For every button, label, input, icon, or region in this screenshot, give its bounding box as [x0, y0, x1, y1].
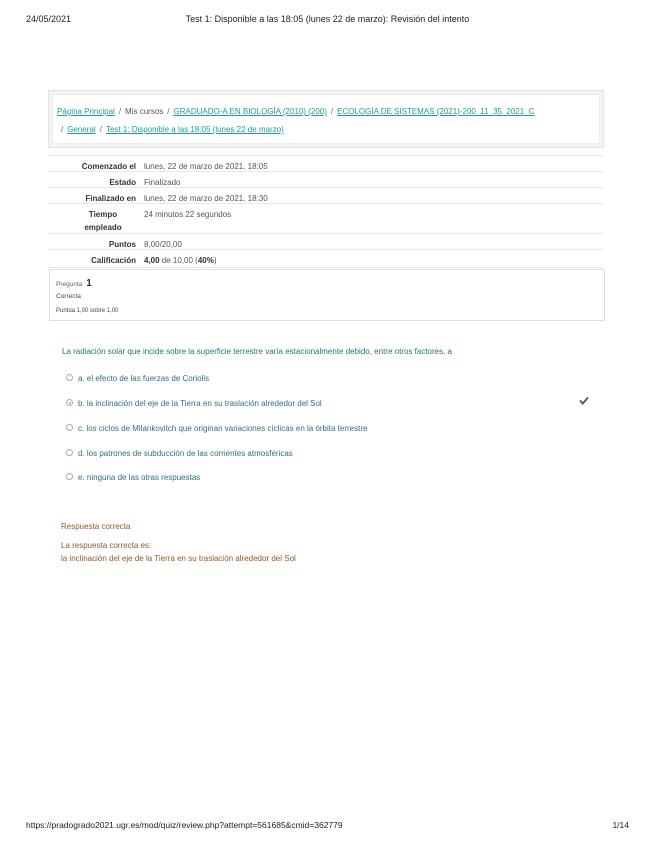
answer-label: e. ninguna de las otras respuestas	[78, 473, 201, 482]
radio-button-selected[interactable]	[66, 399, 73, 406]
print-url: https://pradogrado2021.ugr.es/mod/quiz/review.php?attempt=561685&cmid=362779	[26, 820, 343, 830]
answer-label: c. los ciclos de Milankovitch que originan variaciones cíclicas en la órbita terrestre	[78, 424, 368, 433]
feedback-right-answer: la inclinación del eje de la Tierra en su traslación alrededor del Sol	[61, 554, 296, 563]
summary-label: Puntos	[108, 240, 136, 249]
grade-score: 4,00	[144, 256, 160, 265]
breadcrumb-separator: /	[99, 125, 102, 134]
summary-value	[144, 254, 217, 267]
answer-label: b. la inclinación del eje de la Tierra en su traslación alrededor del Sol	[78, 399, 322, 408]
summary-label: Tiempo empleado	[84, 210, 122, 232]
feedback-result: Respuesta correcta	[61, 522, 131, 531]
answer-label: d. los patrones de subducción de las corrientes atmosféricas	[78, 449, 293, 458]
print-footer	[26, 820, 629, 832]
radio-button[interactable]	[66, 424, 73, 431]
breadcrumb-section-link[interactable]: General	[67, 125, 96, 134]
breadcrumb-line-2	[57, 125, 284, 134]
question-state: Correcta	[56, 293, 81, 300]
breadcrumb-separator: /	[118, 107, 122, 116]
summary-label: Comenzado el	[81, 162, 136, 171]
question-grade: Puntúa 1,00 sobre 1,00	[56, 308, 119, 314]
summary-row-state	[48, 171, 604, 187]
answer-option-a[interactable]	[66, 374, 209, 383]
attempt-summary-table	[48, 155, 604, 268]
answer-option-e[interactable]	[66, 473, 200, 482]
radio-button[interactable]	[66, 374, 73, 381]
breadcrumb-home-link[interactable]: Página Principal	[57, 107, 115, 116]
breadcrumb-separator: /	[330, 107, 334, 116]
print-title: Test 1: Disponible a las 18:05 (lunes 22 de marzo): Revisión del intento	[185, 14, 470, 24]
question-number-label: Pregunta	[56, 281, 83, 288]
answer-option-b[interactable]	[66, 399, 322, 408]
print-header	[26, 14, 629, 28]
summary-value: 8,00/20,00	[144, 240, 182, 249]
answer-label: a. el efecto de las fuerzas de Coriolis	[78, 374, 210, 383]
breadcrumb	[48, 90, 604, 148]
summary-label: Calificación	[91, 256, 136, 265]
summary-label: Finalizado en	[85, 194, 136, 203]
breadcrumb-inner	[52, 94, 600, 144]
summary-label: Estado	[109, 178, 136, 187]
summary-row-time-taken	[48, 203, 604, 233]
breadcrumb-quiz-link[interactable]: Test 1: Disponible a las 18:05 (lunes 22 de marzo)	[105, 125, 284, 134]
answer-option-d[interactable]	[66, 449, 293, 458]
question-info-box	[49, 269, 605, 321]
summary-value: lunes, 22 de marzo de 2021, 18:30	[144, 194, 268, 203]
check-icon	[579, 396, 589, 408]
breadcrumb-degree-link[interactable]: GRADUADO-A EN BIOLOGÍA (2010) (200)	[173, 107, 327, 116]
radio-button[interactable]	[66, 449, 73, 456]
grade-close: )	[213, 256, 217, 265]
summary-value: lunes, 22 de marzo de 2021, 18:05	[144, 162, 268, 171]
summary-row-grade	[48, 249, 604, 268]
question-number-value: 1	[86, 278, 92, 289]
print-page-number: 1/14	[612, 820, 629, 830]
print-date: 24/05/2021	[26, 14, 72, 24]
summary-row-started	[48, 155, 604, 171]
grade-percent: 40%	[197, 256, 214, 265]
radio-button[interactable]	[66, 473, 73, 480]
breadcrumb-course-link[interactable]: ECOLOGÍA DE SISTEMAS (2021)-200_11_35_2021_C	[337, 107, 535, 116]
summary-value: 24 minutos 22 segundos	[144, 210, 232, 219]
summary-row-finished	[48, 187, 604, 203]
question-text: La radiación solar que incide sobre la superficie terrestre varía estacionalmente debido, entre otros factores, a	[62, 347, 452, 356]
summary-value: Finalizado	[144, 178, 181, 187]
grade-scale: de 10,00 (	[159, 256, 198, 265]
breadcrumb-separator: /	[167, 107, 170, 116]
answer-option-c[interactable]	[66, 424, 367, 433]
breadcrumb-my-courses: Mis cursos	[125, 107, 164, 116]
breadcrumb-line-1	[57, 107, 534, 116]
summary-row-points	[48, 233, 604, 249]
question-number	[56, 278, 92, 289]
feedback-right-answer-label: La respuesta correcta es:	[61, 541, 152, 550]
breadcrumb-separator: /	[61, 125, 64, 134]
